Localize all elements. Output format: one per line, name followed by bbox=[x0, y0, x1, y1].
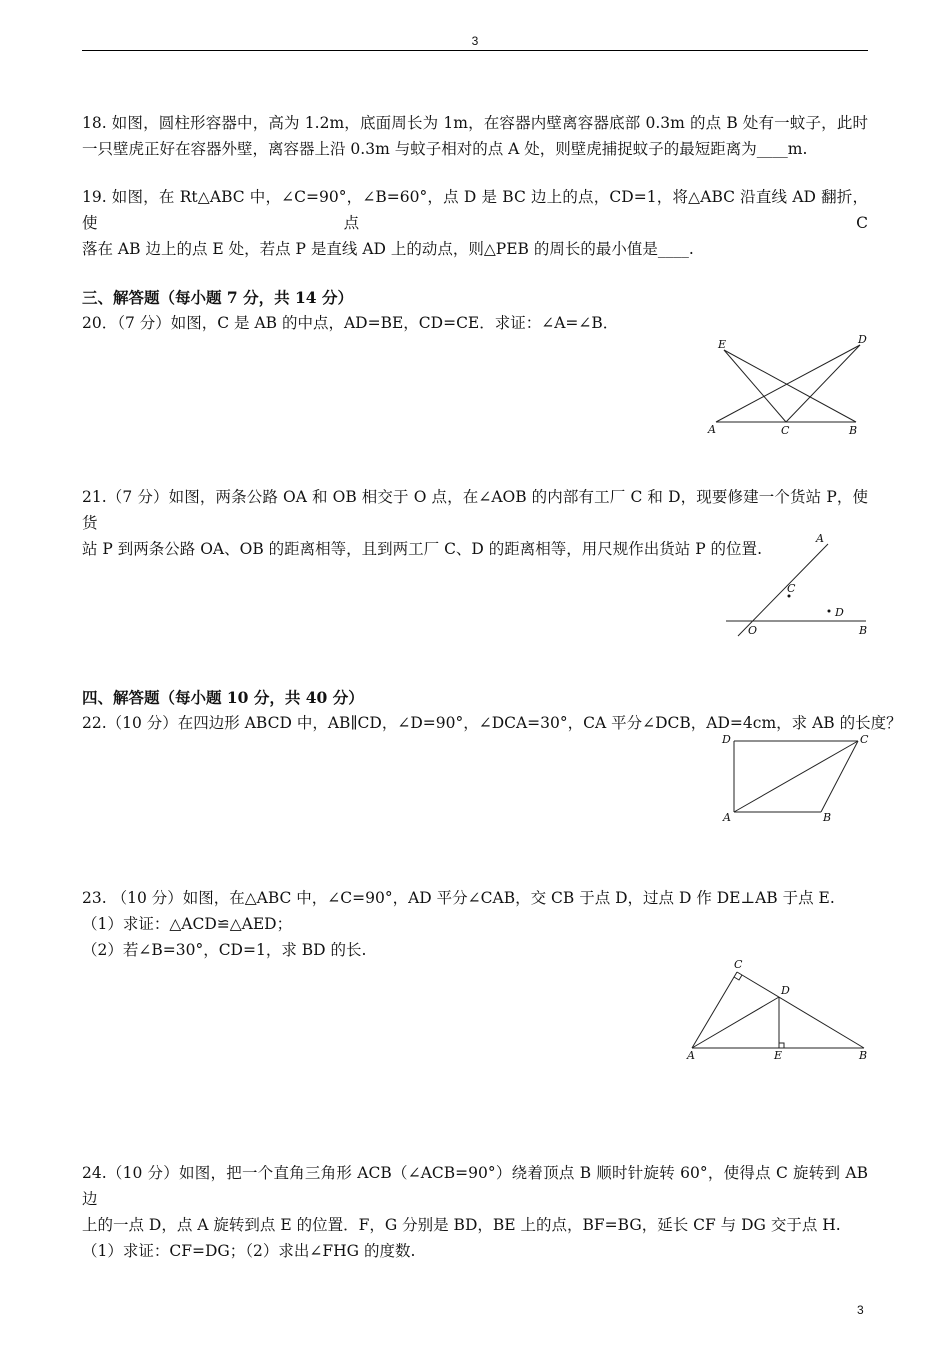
figure-20-label-c: C bbox=[781, 424, 790, 437]
figure-20 bbox=[700, 330, 875, 440]
question-21-line-2: 站 P 到两条公路 OA、OB 的距离相等，且到两工厂 C、D 的距离相等，用尺规作出货站 P 的位置. bbox=[82, 540, 762, 558]
header-rule bbox=[82, 50, 868, 51]
footer-page-number: 3 bbox=[857, 1303, 864, 1317]
question-18-line-1: 18. 如图，圆柱形容器中，高为 1.2m，底面周长为 1m，在容器内壁离容器底部 0.3m 的点 B 处有一蚊子，此时 bbox=[82, 114, 868, 132]
question-24 bbox=[82, 1160, 868, 1264]
figure-22-label-a: A bbox=[723, 811, 731, 824]
question-23 bbox=[82, 885, 868, 963]
question-21-line-1: 21.（7 分）如图，两条公路 OA 和 OB 相交于 O 点，在∠AOB 的内部有工厂 C 和 D，现要修建一个货站 P，使货 bbox=[82, 488, 868, 532]
question-24-line-3: （1）求证：CF=DG；（2）求出∠FHG 的度数. bbox=[82, 1242, 416, 1260]
question-18-line-2: 一只壁虎正好在容器外壁，离容器上沿 0.3m 与蚊子相对的点 A 处，则壁虎捕捉蚊子的最短距离为____m. bbox=[82, 140, 808, 158]
figure-21-label-b: B bbox=[859, 624, 868, 637]
question-24-line-2: 上的一点 D，点 A 旋转到点 E 的位置．F，G 分别是 BD，BE 上的点，BF=BG，延长 CF 与 DG 交于点 H. bbox=[82, 1216, 841, 1234]
figure-22-label-c: C bbox=[860, 733, 869, 746]
figure-21-label-d: D bbox=[835, 606, 844, 619]
question-23-line-1: 23. （10 分）如图，在△ABC 中，∠C=90°，AD 平分∠CAB，交 CB 于点 D，过点 D 作 DE⊥AB 于点 E. bbox=[82, 889, 835, 907]
section-3-title: 三、解答题（每小题 7 分，共 14 分） bbox=[82, 288, 353, 307]
figure-23-label-e: E bbox=[774, 1049, 783, 1062]
question-19-line-1: 19. 如图，在 Rt△ABC 中，∠C=90°，∠B=60°，点 D 是 BC 边上的点，CD=1，将△ABC 沿直线 AD 翻折，使点 C bbox=[82, 188, 868, 232]
figure-23 bbox=[680, 955, 875, 1065]
section-4-title: 四、解答题（每小题 10 分，共 40 分） bbox=[82, 688, 364, 707]
question-19-line-2: 落在 AB 边上的点 E 处，若点 P 是直线 AD 上的动点，则△PEB 的周长的最小值是____. bbox=[82, 240, 694, 258]
figure-21-label-c: C bbox=[787, 582, 796, 595]
figure-23-label-b: B bbox=[859, 1049, 868, 1062]
figure-20-label-a: A bbox=[708, 423, 716, 436]
figure-20-label-b: B bbox=[849, 424, 858, 437]
question-19 bbox=[82, 184, 868, 262]
question-18 bbox=[82, 110, 868, 162]
question-24-line-1: 24.（10 分）如图，把一个直角三角形 ACB（∠ACB=90°）绕着顶点 B 顺时针旋转 60°，使得点 C 旋转到 AB 边 bbox=[82, 1164, 868, 1208]
figure-22-label-d: D bbox=[722, 733, 731, 746]
figure-23-label-c: C bbox=[734, 958, 743, 971]
figure-22 bbox=[715, 730, 875, 825]
figure-21-label-a: A bbox=[816, 532, 824, 545]
figure-21 bbox=[720, 530, 875, 640]
question-23-line-2: （1）求证：△ACD≌△AED； bbox=[82, 915, 293, 933]
question-20-text: 20．（7 分）如图，C 是 AB 的中点，AD=BE，CD=CE．求证：∠A=∠B． bbox=[82, 314, 619, 332]
question-23-line-3: （2）若∠B=30°，CD=1，求 BD 的长. bbox=[82, 941, 367, 959]
figure-23-label-d: D bbox=[781, 984, 790, 997]
figure-21-point-d bbox=[828, 610, 831, 613]
figure-20-label-e: E bbox=[718, 338, 727, 351]
figure-21-label-o: O bbox=[748, 624, 758, 637]
question-22-text: 22.（10 分）在四边形 ABCD 中，AB∥CD，∠D=90°，∠DCA=30°，CA 平分∠DCB，AD=4cm，求 AB 的长度？ bbox=[82, 714, 902, 732]
figure-22-label-b: B bbox=[823, 811, 832, 824]
figure-20-label-d: D bbox=[858, 333, 867, 346]
figure-23-label-a: A bbox=[687, 1049, 695, 1062]
header-page-number: 3 bbox=[471, 34, 479, 48]
